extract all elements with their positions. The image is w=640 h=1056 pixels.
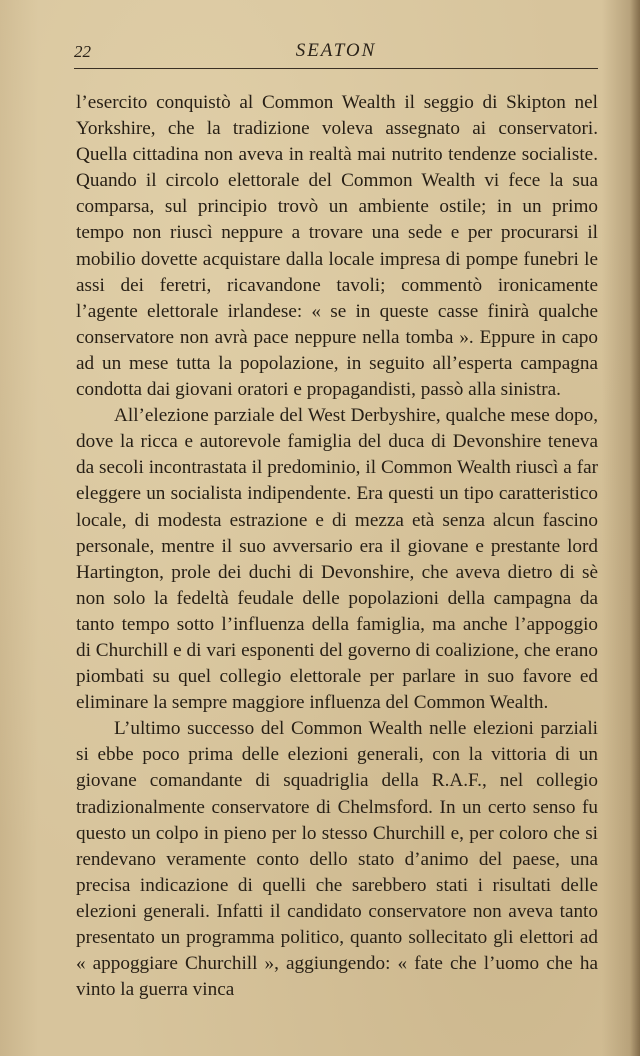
- paragraph: All’elezione parziale del West Derbyshire, qualche mese dopo, dove la ricca e autorevole famiglia del duca di Devonshire teneva da secoli incontrastata il predominio, il Common Wealth riuscì a far eleggere un socialista indipendente. Era questi un tipo caratteristico locale, di modesta estrazione e di mezza età senza alcun fascino personale, mentre il suo avversario era il giovane e prestante lord Hartington, prole dei duchi di Devonshire, che aveva dietro di sè non solo la fedeltà feudale delle popolazioni della campagna da tanto tempo sotto l’influenza della famiglia, ma anche l’appoggio di Churchill e di vari esponenti del governo di coalizione, che erano piombati su quel collegio elettorale per parlare in suo favore ed eliminare la sempre maggiore influenza del Common Wealth.: [76, 405, 598, 714]
- page-header: [74, 40, 598, 64]
- header-rule: [74, 68, 598, 69]
- paragraph: L’ultimo successo del Common Wealth nelle elezioni parziali si ebbe poco prima delle elezioni generali, con la vittoria di un giovane comandante di squadriglia della R.A.F., nel collegio tradizionalmente conservatore di Chelmsford. In un certo senso fu questo un colpo in pieno per lo stesso Churchill e, per coloro che si rendevano veramente conto dello stato d’animo del paese, una precisa indicazione di quelli che sarebbero stati i risultati delle elezioni generali. Infatti il candidato conservatore non aveva tanto presentato un programma politico, quanto sollecitato gli elettori ad « appoggiare Churchill », aggiungendo: « fate che l’uomo che ha vinto la guerra vinca: [76, 718, 598, 1001]
- body-text: [76, 90, 598, 1003]
- paragraph: l’esercito conquistò al Common Wealth il seggio di Skipton nel Yorkshire, che la tradizione voleva assegnato ai conservatori. Quella cittadina non aveva in realtà mai nutrito tendenze socialiste. Quando il circolo elettorale del Common Wealth vi fece la sua comparsa, sul principio trovò un ambiente ostile; in un primo tempo non riuscì neppure a trovare una sede e per procurarsi il mobilio dovette acquistare dalla locale impresa di pompe funebri le assi dei feretri, ricavandone tavoli; commentò ironicamente l’agente elettorale irlandese: « se in queste casse finirà qualche conservatore non avrà pace neppure nella tomba ». Eppure in capo ad un mese tutta la popolazione, in seguito all’esperta campagna condotta dai giovani oratori e propagandisti, passò alla sinistra.: [76, 92, 598, 401]
- page-edge-shadow: [630, 0, 640, 1056]
- page-number: 22: [74, 42, 91, 61]
- running-title: SEATON: [295, 40, 377, 61]
